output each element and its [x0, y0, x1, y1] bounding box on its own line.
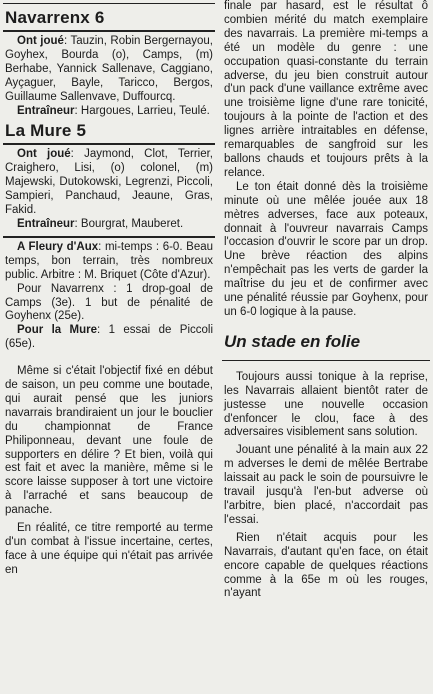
- left-column: [3, 0, 215, 578]
- score-mure-label: Pour la Mure: [17, 324, 98, 337]
- article-paragraph-2: En réalité, ce titre remporté au terme d'un combat à l'issue incertaine, certes, face à une équipe qui n'était pas arrivée en: [5, 522, 213, 576]
- team2-played-label: Ont joué: [17, 148, 71, 161]
- team2-coaching: [3, 218, 215, 232]
- team2-coaches: : Bourgrat, Mauberet.: [74, 217, 184, 230]
- top-rule: [3, 3, 215, 4]
- team1-name: Navarrenx 6: [5, 8, 105, 27]
- match-venue-label: A Fleury d'Aux: [17, 240, 99, 253]
- team1-lineup: [3, 35, 215, 105]
- team1-coaching: [3, 105, 215, 119]
- subheading-rule: [222, 360, 430, 361]
- match-details: : mi-temps : 6-0. Beau temps, bon terrain, très nombreux public. Arbitre : M. Briquet (Côte d'Azur).: [5, 240, 214, 281]
- article-paragraph-7: Rien n'était acquis pour les Navarrais, d'autant qu'en face, on était encore capable de quelques réactions comme à la 65e m où les rouges, n'ayant: [224, 531, 428, 600]
- team2-lineup: [3, 148, 215, 218]
- article-paragraph-6: Jouant une pénalité à la main aux 22 m adverses le demi de mêlée Bertrabe laissait au pack le soin de poursuivre le travail jusqu'à l'en-but adverse où l'arbitre, bien placé, n'accordait pas l'essai.: [224, 444, 428, 526]
- match-info: [3, 241, 215, 283]
- team1-played-label: Ont joué: [17, 35, 64, 47]
- score-mure: [3, 324, 215, 352]
- score-navarrenx: Pour Navarrenx : 1 drop-goal de Camps (3e). 1 but de pénalité de Goyhenx (25e).: [5, 282, 213, 323]
- article-paragraph-5: Toujours aussi tonique à la reprise, les Navarrais allaient bientôt rater de justesse une nouvelle occasion d'enfoncer le clou, face à des adversaires visiblement sans solution.: [224, 370, 428, 439]
- team2-name: La Mure 5: [5, 121, 87, 141]
- match-rule: [3, 236, 215, 238]
- team1-players: : Tauzin, Robin Bergernayou, Goyhex, Bourda (o), Camps, (m) Berhabe, Yannick Sallenave, Caggiano, Ayçaguer, Bayle, Taricco, Bergos, Guillaume Sallenvave, Duffourcq.: [5, 35, 213, 103]
- right-column: [222, 0, 430, 601]
- team2-players: : Jaymond, Clot, Terrier, Craighero, Lisi, (o) colonel, (m) Majewski, Dutokowski, Legrenzi, Piccoli, Sampieri, Panchaud, Jeaune, Gras, Fakid.: [5, 148, 213, 217]
- team1-coaches: : Hargoues, Larrieu, Teulé.: [74, 104, 210, 117]
- section-subheading: Un stade en folie: [224, 331, 361, 351]
- score-mure-details: : 1 essai de Piccoli (65e).: [5, 324, 214, 351]
- article-paragraph-4: Le ton était donné dès la troisième minute où une mêlée jouée aux 18 mètres adverses, face aux poteaux, donnait à l'ouvreur navarrais Camps l'occasion d'ouvrir le score par un drop. Une brève réaction des alpins n'empêchait pas les verts de garder la maîtrise du jeu et de confirmer avec une pénalité réussie par Goyhenx, pour un 6-0 logique à la pause.: [224, 180, 428, 318]
- article-paragraph-3: finale par hasard, est le résultat ô combien mérité du match exemplaire des navarrais. La première mi-temps a été un modèle du genre : une occupation quasi-constante du terrain adverse, du jeu bien construit autour d'un pack d'une vaillance extrême avec une troisième ligne d'une rare tonicité, toujours à la pointe de l'action et des lignes arrière intraitables en défense, remarquables de sangfroid sur les ballons chauds et toujours prêts à la relance.: [224, 0, 428, 179]
- team2-rule: [3, 143, 215, 145]
- team1-coach-label: Entraîneur: [17, 104, 75, 117]
- team1-rule: [3, 30, 215, 32]
- article-paragraph-1: Même si c'était l'objectif fixé en début de saison, un peu comme une boutade, qui aurait pensé que les juniors navarrais brandiraient un jour le bouclier du championnat de France Philiponneau, devant une foule de supporters en délire ? Et bien, voilà qui est fait et avec la manière, même si le score laisse supposer à tort une victoire à l'arraché et sans beaucoup de panache.: [5, 365, 213, 517]
- team2-coach-label: Entraîneur: [17, 217, 75, 230]
